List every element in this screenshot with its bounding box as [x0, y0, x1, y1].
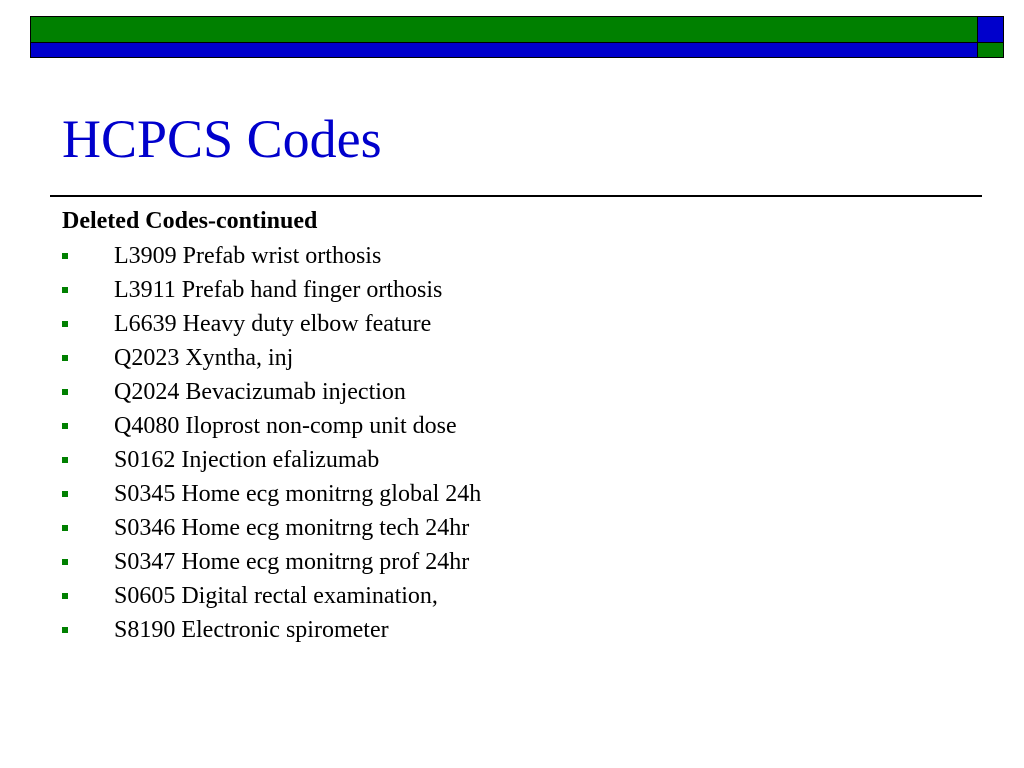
list-item-text: S0347 Home ecg monitrng prof 24hr — [114, 549, 470, 575]
list-item — [62, 443, 962, 477]
square-bullet-icon — [62, 253, 68, 259]
square-bullet-icon — [62, 457, 68, 463]
square-bullet-icon — [62, 593, 68, 599]
list-item-text: L6639 Heavy duty elbow feature — [114, 311, 432, 337]
header-bar-green — [30, 16, 978, 43]
square-bullet-icon — [62, 559, 68, 565]
list-item — [62, 613, 962, 647]
square-bullet-icon — [62, 627, 68, 633]
square-bullet-icon — [62, 423, 68, 429]
list-item — [62, 511, 962, 545]
square-bullet-icon — [62, 321, 68, 327]
list-item — [62, 239, 962, 273]
header-corner-square-blue — [977, 16, 1004, 43]
square-bullet-icon — [62, 389, 68, 395]
list-item-text: Q4080 Iloprost non-comp unit dose — [114, 413, 457, 439]
list-item-text: L3911 Prefab hand finger orthosis — [114, 277, 443, 303]
slide-title: HCPCS Codes — [62, 109, 382, 169]
section-subheading: Deleted Codes-continued — [62, 208, 318, 234]
list-item-text: Q2023 Xyntha, inj — [114, 345, 294, 371]
square-bullet-icon — [62, 525, 68, 531]
list-item-text: S0345 Home ecg monitrng global 24h — [114, 481, 482, 507]
header-bar-blue — [30, 42, 978, 58]
square-bullet-icon — [62, 287, 68, 293]
list-item — [62, 375, 962, 409]
list-item — [62, 545, 962, 579]
square-bullet-icon — [62, 355, 68, 361]
list-item — [62, 477, 962, 511]
list-item — [62, 307, 962, 341]
header-corner-square-green — [977, 42, 1004, 58]
square-bullet-icon — [62, 491, 68, 497]
list-item — [62, 409, 962, 443]
list-item-text: S8190 Electronic spirometer — [114, 617, 389, 643]
list-item — [62, 341, 962, 375]
list-item — [62, 579, 962, 613]
list-item-text: S0605 Digital rectal examination, — [114, 583, 438, 609]
list-item — [62, 273, 962, 307]
list-item-text: Q2024 Bevacizumab injection — [114, 379, 406, 405]
title-divider — [50, 195, 982, 197]
list-item-text: S0162 Injection efalizumab — [114, 447, 380, 473]
list-item-text: L3909 Prefab wrist orthosis — [114, 243, 382, 269]
slide-body — [62, 205, 962, 647]
code-list — [62, 239, 962, 647]
list-item-text: S0346 Home ecg monitrng tech 24hr — [114, 515, 470, 541]
